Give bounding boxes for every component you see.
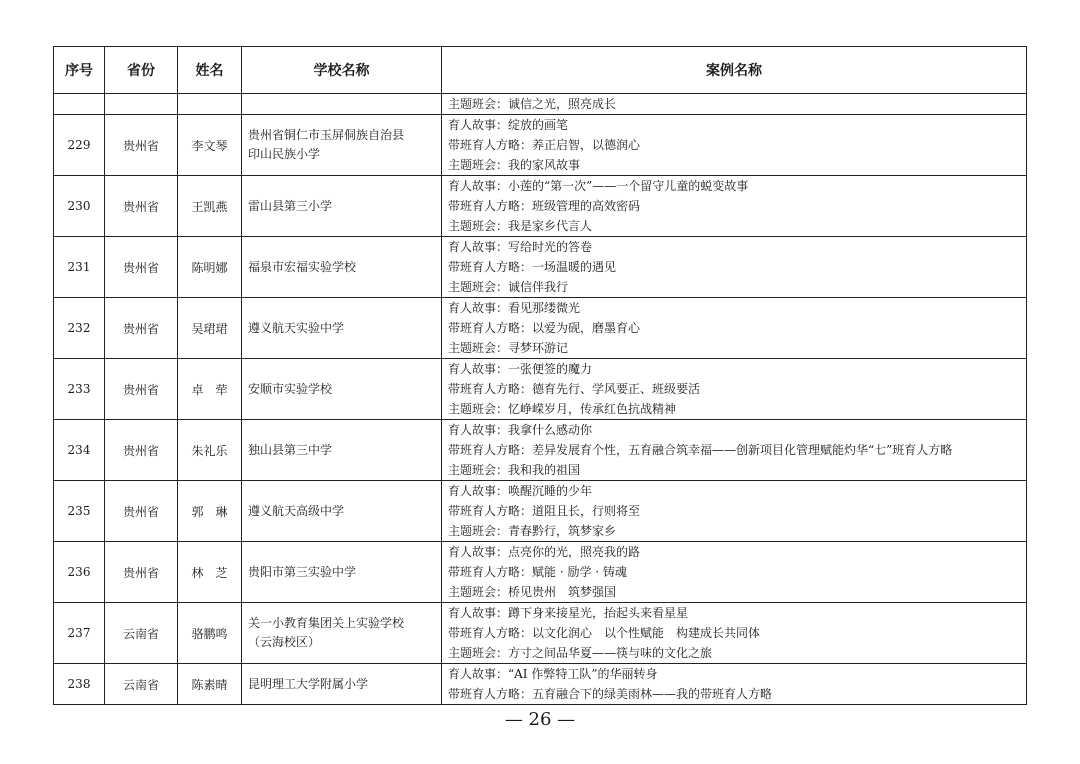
- name-cell: 郭 琳: [178, 481, 242, 542]
- header-name: 姓名: [178, 47, 242, 94]
- index-cell: 238: [54, 664, 105, 705]
- case-line: 主题班会：诚信之光，照亮成长: [448, 97, 617, 111]
- province-cell: 云南省: [105, 664, 178, 705]
- school-cell: [242, 481, 442, 542]
- cases-cell: [442, 115, 1027, 176]
- case-line: 带班育人方略：德育先行、学风要正、班级要活: [448, 382, 701, 396]
- index-cell: 233: [54, 359, 105, 420]
- table-row: [54, 237, 1027, 298]
- name-cell: 林 芝: [178, 542, 242, 603]
- index-cell: 236: [54, 542, 105, 603]
- case-line: 带班育人方略：道阻且长，行则将至: [448, 504, 641, 518]
- province-cell: 贵州省: [105, 176, 178, 237]
- school-line: 福泉市宏福实验学校: [248, 259, 357, 274]
- case-line: 主题班会：我是家乡代言人: [448, 219, 593, 233]
- school-line: 独山县第三中学: [248, 442, 333, 457]
- case-line: 主题班会：青春黔行，筑梦家乡: [448, 524, 617, 538]
- header-cases: 案例名称: [442, 47, 1027, 94]
- case-line: 主题班会：方寸之间品华夏——筷与味的文化之旅: [448, 646, 713, 660]
- case-line: 育人故事：写给时光的答卷: [448, 240, 593, 254]
- school-line: 雷山县第三小学: [248, 198, 333, 213]
- school-cell: [242, 542, 442, 603]
- page-number: — 26 —: [504, 709, 576, 730]
- case-line: 带班育人方略：差异发展育个性，五育融合筑幸福——创新项目化管理赋能灼华“七”班育人方略: [448, 443, 953, 457]
- table-row: [54, 298, 1027, 359]
- case-line: 育人故事：看见那缕微光: [448, 301, 581, 315]
- school-cell: [242, 237, 442, 298]
- case-line: 主题班会：诚信伴我行: [448, 280, 569, 294]
- cases-cell: [442, 420, 1027, 481]
- province-cell: 贵州省: [105, 481, 178, 542]
- province-cell: 贵州省: [105, 237, 178, 298]
- cases-cell: [442, 237, 1027, 298]
- table-row: [54, 176, 1027, 237]
- province-cell: 贵州省: [105, 542, 178, 603]
- case-line: 育人故事：唤醒沉睡的少年: [448, 484, 593, 498]
- case-line: 育人故事：绽放的画笔: [448, 118, 569, 132]
- cases-cell: [442, 542, 1027, 603]
- school-line: 遵义航天高级中学: [248, 503, 345, 518]
- header-school: 学校名称: [242, 47, 442, 94]
- cases-cell: [442, 94, 1027, 115]
- table-row: [54, 664, 1027, 705]
- case-line: 育人故事：一张便签的魔力: [448, 362, 593, 376]
- table-row: [54, 603, 1027, 664]
- name-cell: 李文琴: [178, 115, 242, 176]
- header-index: 序号: [54, 47, 105, 94]
- name-cell: 吴珺珺: [178, 298, 242, 359]
- province-cell: 云南省: [105, 603, 178, 664]
- school-cell: [242, 115, 442, 176]
- school-cell: [242, 298, 442, 359]
- index-cell: 235: [54, 481, 105, 542]
- table-row: [54, 542, 1027, 603]
- case-line: 主题班会：忆峥嵘岁月，传承红色抗战精神: [448, 402, 677, 416]
- case-line: 带班育人方略：以文化润心 以个性赋能 构建成长共同体: [448, 626, 761, 640]
- name-cell: 卓 荦: [178, 359, 242, 420]
- case-line: 主题班会：寻梦环游记: [448, 341, 569, 355]
- case-line: 带班育人方略：班级管理的高效密码: [448, 199, 641, 213]
- province-cell: 贵州省: [105, 420, 178, 481]
- province-cell: 贵州省: [105, 359, 178, 420]
- school-line: 昆明理工大学附属小学: [248, 676, 369, 691]
- school-line: 安顺市实验学校: [248, 381, 333, 396]
- case-line: 主题班会：我的家风故事: [448, 158, 581, 172]
- header-row: [54, 47, 1027, 94]
- school-line: 贵州省铜仁市玉屏侗族自治县: [248, 128, 405, 142]
- school-line: 印山民族小学: [248, 147, 321, 161]
- table-row: [54, 481, 1027, 542]
- case-line: 育人故事：点亮你的光，照亮我的路: [448, 545, 641, 559]
- case-line: 带班育人方略：一场温暖的遇见: [448, 260, 617, 274]
- name-cell: 陈明娜: [178, 237, 242, 298]
- school-line: 关一小教育集团关上实验学校: [248, 616, 405, 630]
- index-cell: 234: [54, 420, 105, 481]
- index-cell: 229: [54, 115, 105, 176]
- case-line: 育人故事：小莲的“第一次”——一个留守儿童的蜕变故事: [448, 179, 749, 193]
- name-cell: 陈素晴: [178, 664, 242, 705]
- case-line: 育人故事：“AI 作弊特工队”的华丽转身: [448, 667, 658, 681]
- name-cell: 王凯燕: [178, 176, 242, 237]
- case-line: 带班育人方略：以爱为砚，磨墨育心: [448, 321, 641, 335]
- school-cell: [242, 359, 442, 420]
- table-row: [54, 420, 1027, 481]
- province-cell: 贵州省: [105, 298, 178, 359]
- case-line: 带班育人方略：赋能 · 励学 · 铸魂: [448, 565, 627, 579]
- cases-cell: [442, 298, 1027, 359]
- header-province: 省份: [105, 47, 178, 94]
- award-table: [53, 46, 1027, 705]
- index-cell: 230: [54, 176, 105, 237]
- table-row: [54, 359, 1027, 420]
- case-line: 带班育人方略：养正启智，以德润心: [448, 138, 641, 152]
- case-line: 育人故事：蹲下身来接星光，抬起头来看星星: [448, 606, 689, 620]
- school-cell: [242, 603, 442, 664]
- case-line: 主题班会：我和我的祖国: [448, 463, 581, 477]
- school-line: （云海校区）: [248, 635, 321, 649]
- table-row: [54, 115, 1027, 176]
- school-line: 遵义航天实验中学: [248, 320, 345, 335]
- index-cell: 237: [54, 603, 105, 664]
- cases-cell: [442, 481, 1027, 542]
- cases-cell: [442, 603, 1027, 664]
- cases-cell: [442, 359, 1027, 420]
- school-cell: [242, 664, 442, 705]
- province-cell: 贵州省: [105, 115, 178, 176]
- name-cell: 骆鹏鸣: [178, 603, 242, 664]
- cases-cell: [442, 176, 1027, 237]
- index-cell: 231: [54, 237, 105, 298]
- index-cell: 232: [54, 298, 105, 359]
- cases-cell: [442, 664, 1027, 705]
- school-cell: [242, 176, 442, 237]
- name-cell: 朱礼乐: [178, 420, 242, 481]
- case-line: 主题班会：桥见贵州 筑梦强国: [448, 585, 617, 599]
- case-line: 育人故事：我拿什么感动你: [448, 423, 593, 437]
- continued-row: [54, 94, 1027, 115]
- case-line: 带班育人方略：五育融合下的绿美雨林——我的带班育人方略: [448, 687, 773, 701]
- school-cell: [242, 420, 442, 481]
- school-line: 贵阳市第三实验中学: [248, 564, 357, 579]
